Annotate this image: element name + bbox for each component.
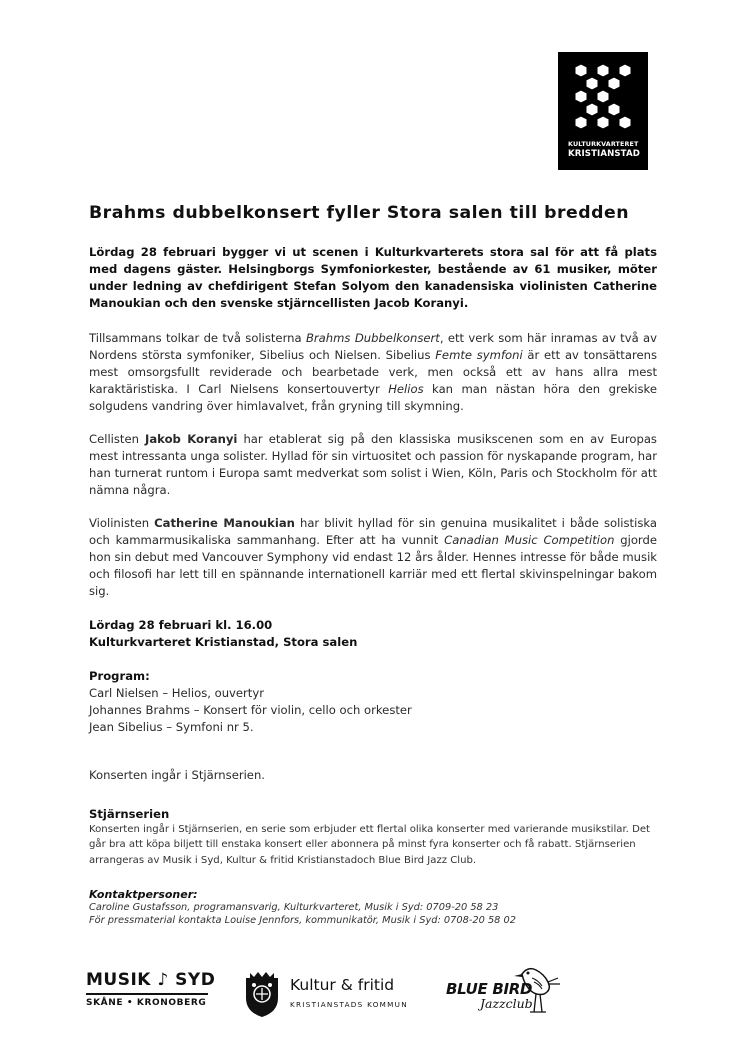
logo-line2: KRISTIANSTAD: [568, 149, 640, 159]
work-title: Femte symfoni: [435, 348, 523, 362]
paragraph-violinist: [89, 515, 657, 600]
contact-line: För pressmaterial kontakta Louise Jennfors, kommunikatör, Musik i Syd: 0708-20 58 02: [89, 915, 516, 926]
musik-syd-region: SKÅNE • KRONOBERG: [86, 998, 207, 1008]
logo-line1: KULTURKVARTERET: [568, 140, 639, 148]
program-list: [89, 668, 412, 736]
contact-line: Caroline Gustafsson, programansvarig, Kulturkvarteret, Musik i Syd: 0709-20 58 23: [89, 902, 499, 913]
text: kan man nästan höra den grekiske solgudens vandring över himlavalvet, från gryning till skymning.: [89, 382, 657, 413]
blue-bird-name: BLUE BIRD: [446, 980, 533, 998]
text: gjorde hon sin debut med Vancouver Symphony vid endast 12 års ålder. Hennes intresse för både musik och filosofi har lett till en spännande internationell karriär med ett flertal skivinspelningar bakom sig.: [89, 533, 657, 598]
syd-text: SYD: [175, 970, 216, 990]
jazzclub-name: Jazzclub: [480, 996, 533, 1011]
crest-icon: [242, 970, 282, 1018]
kommun-name: KRISTIANSTADS KOMMUN: [290, 1000, 408, 1009]
program-item: Jean Sibelius – Symfoni nr 5.: [89, 720, 254, 734]
program-item: Carl Nielsen – Helios, ouvertyr: [89, 686, 264, 700]
award-name: Canadian Music Competition: [444, 533, 615, 547]
musik-text: MUSIK: [86, 970, 151, 990]
lead-paragraph: Lördag 28 februari bygger vi ut scenen i Kulturkvarterets stora sal för att få plats med dagens gäster. Helsingborgs Symfoniorkester, bestående av 61 musiker, möter under ledning av chefdirigent Stefan Solyom den kanadensiska violinisten Catherine Manoukian och den svenske stjärncellisten Jacob Koranyi.: [89, 245, 657, 310]
program-item: Johannes Brahms – Konsert för violin, cello och orkester: [89, 703, 412, 717]
paragraph-works: [89, 330, 657, 415]
kulturkvarteret-logo: [558, 52, 648, 170]
press-title: Brahms dubbelkonsert fyller Stora salen till bredden: [89, 203, 630, 223]
text: har blivit hyllad för sin genuina musikalitet i både solistiska och kammarmusikaliska sammanhang. Efter att ha vunnit: [89, 516, 657, 547]
text: är ett av tonsättarens mest omsorgsfullt reviderade och bearbetade verk, men också ett av hans allra mest karaktäristiska. I Carl Nielsens konsertouvertyr: [89, 348, 657, 396]
note-icon: ♪: [157, 970, 169, 990]
event-info: [89, 617, 357, 651]
text: Violinisten: [89, 516, 155, 530]
event-date: Lördag 28 februari kl. 16.00: [89, 618, 273, 632]
paragraph-cellist: [89, 431, 657, 499]
musik-syd-wordmark: [86, 970, 215, 990]
contacts: [89, 888, 516, 927]
event-venue: Kulturkvarteret Kristianstad, Stora salen: [89, 635, 358, 649]
hexagon-cluster-icon: [558, 52, 648, 142]
series-note: [89, 767, 265, 784]
text: har etablerat sig på den klassiska musikscenen som en av Europas mest intressanta unga solister. Hyllad för sin virtuositet och passion för nyskapande program, har han turnerat runtom i Europa samt medverkat som solist i Wien, Köln, Paris och Stockholm för att nämna några.: [89, 432, 657, 497]
program-heading: Program:: [89, 669, 150, 683]
text: Cellisten: [89, 432, 146, 446]
bird-icon: [514, 962, 564, 1018]
kultur-fritid-logo: [242, 970, 422, 1020]
work-title: Brahms Dubbelkonsert: [305, 331, 440, 345]
stjarnserien-heading: Stjärnserien: [89, 807, 170, 821]
work-title: Helios: [388, 382, 424, 396]
musik-i-syd-logo: [86, 970, 216, 1016]
soloist-name: Jakob Koranyi: [145, 432, 238, 446]
blue-bird-logo: [446, 962, 576, 1022]
stjarnserien-body: Konserten ingår i Stjärnserien, en serie som erbjuder ett flertal olika konserter med varierande musikstilar. Det går bra att köpa biljett till enstaka konsert eller abonnera på minst fyra konserter och få rabatt. Stjärnserien arrangeras av Musik i Syd, Kultur & fritid Kristianstadoch Blue Bird Jazz Club.: [89, 824, 651, 866]
text: Tillsammans tolkar de två solisterna: [89, 331, 306, 345]
soloist-name: Catherine Manoukian: [154, 516, 295, 530]
text: , ett verk som här inramas av två av Nordens största symfoniker, Sibelius och Nielsen. Sibelius: [89, 331, 657, 362]
contacts-heading: Kontaktpersoner:: [89, 888, 198, 901]
kultur-fritid-name: Kultur & fritid: [290, 976, 395, 994]
series-note-text: Konserten ingår i Stjärnserien.: [89, 768, 265, 782]
divider: [86, 993, 208, 995]
